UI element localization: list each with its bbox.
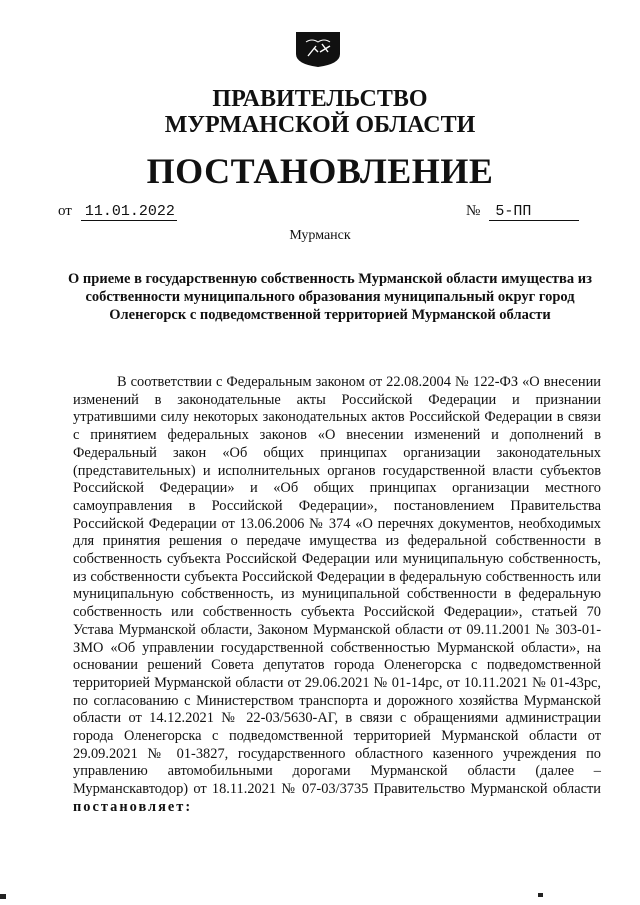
document-subject: О приеме в государственную собственность Мурманской области имущества из собственности муниципального образования муниципальный округ город Оленегорск с подведомственной территорией Мурманской области	[68, 271, 592, 323]
government-line-1: ПРАВИТЕЛЬСТВО	[212, 86, 428, 112]
document-body	[73, 374, 601, 817]
number-prefix: №	[466, 203, 481, 219]
scan-mark-left	[0, 894, 6, 899]
coat-of-arms-icon	[294, 30, 342, 68]
government-line-2: МУРМАНСКОЙ ОБЛАСТИ	[164, 112, 476, 138]
document-type-title: ПОСТАНОВЛЕНИЕ	[146, 151, 494, 191]
body-paragraph-text: В соответствии с Федеральным законом от 22.08.2004 № 122-ФЗ «О внесении изменений в законодательные акты Российской Федерации и признании утратившими силу некоторых законодательных актов Российской Федерации в связи с принятием федеральных законов «О внесении изменений и дополнений в Федеральный закон «Об общих принципах организации законодательных (представительных) и исполнительных органов государственной власти субъектов Российской Федерации» и «Об общих принципах организации местного самоуправления в Российской Федерации», постановлением Правительства Российской Федерации от 13.06.2006 № 374 «О перечнях документов, необходимых для принятия решения о передаче имущества из федеральной собственности в собственность субъекта Российской Федерации или муниципальную собственность, из собственности субъекта Российской Федерации в федеральную собственность или муниципальную собственность, из муниципальной собственности в федеральную собственность или собственность субъекта Российской Федерации», статьей 70 Устава Мурманской области, Законом Мурманской области от 09.11.2001 № 303-01-ЗМО «Об управлении государственной собственностью Мурманской области», на основании решений Совета депутатов города Оленегорска с подведомственной территорией Мурманской области от 29.06.2021 № 01-14рс, от 10.11.2021 № 01-43рс, по согласованию с Министерством транспорта и дорожного хозяйства Мурманской области от 14.12.2021 № 22-03/5630-АГ, в связи с обращениями администрации города Оленегорска с подведомственной территорией Мурманской области от 29.09.2021 № 01-3827, государственного областного казенного учреждения по управлению автомобильными дорогами Мурманской области (далее – Мурманскавтодор) от 18.11.2021 № 07-03/3735 Правительство Мурманской области	[73, 374, 601, 798]
date-value: 11.01.2022	[81, 203, 177, 221]
number-value: 5-ПП	[489, 203, 579, 221]
resolves-word: постановляет:	[73, 798, 193, 815]
city-name: Мурманск	[289, 228, 351, 243]
document-number	[466, 203, 579, 221]
date-prefix: от	[58, 203, 72, 219]
document-date	[58, 203, 177, 221]
scan-mark-right	[538, 893, 543, 897]
body-paragraph	[73, 374, 601, 817]
government-title	[0, 86, 640, 138]
